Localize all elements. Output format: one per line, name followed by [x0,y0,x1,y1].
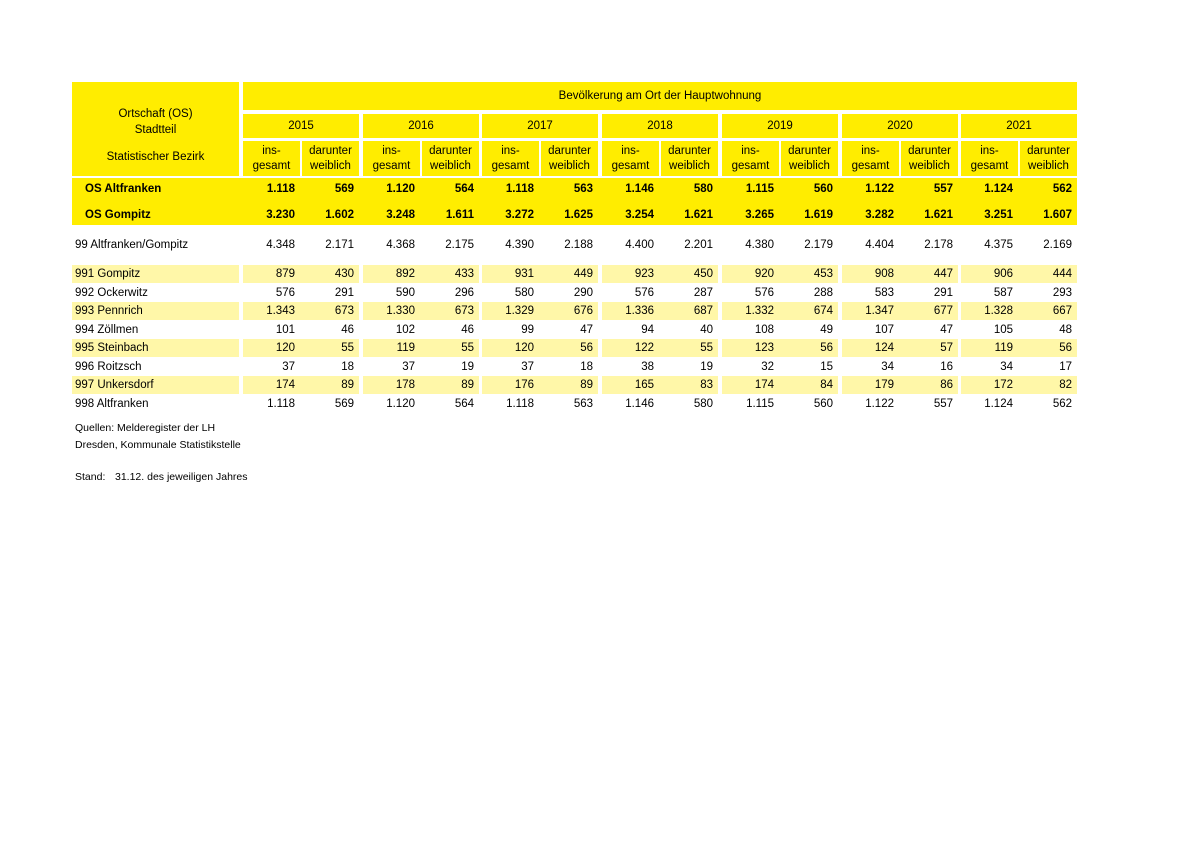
value-cell: 120 [514,342,534,354]
value-cell: 557 [933,183,953,195]
subheader-female-line2: weiblich [549,159,590,172]
value-cell: 879 [275,268,295,280]
value-cell: 1.621 [924,209,953,221]
value-cell: 55 [700,342,713,354]
year-header-2018: 2018 [602,114,718,138]
value-cell: 89 [580,379,593,391]
value-cell: 56 [580,342,593,354]
subheader-total-line1: ins- [861,145,880,158]
value-cell: 892 [395,268,415,280]
value-cell: 444 [1052,268,1072,280]
value-cell: 37 [402,360,415,373]
subheader-female-line1: darunter [788,145,831,158]
subheader-total-line1: ins- [741,145,760,158]
subheader-total-line2: gesamt [731,159,770,172]
value-cell: 1.347 [865,305,894,317]
subheader-total-2017 [482,141,539,176]
value-cell: 101 [275,323,295,336]
value-cell: 3.254 [625,209,654,221]
subheader-total-2019 [722,141,779,176]
value-cell: 590 [395,286,415,299]
value-cell: 563 [573,397,593,410]
value-cell: 580 [514,286,534,299]
value-cell: 1.607 [1043,209,1072,221]
value-cell: 1.122 [865,397,894,410]
subheader-total-2020 [842,141,899,176]
row-name: 996 Roitzsch [75,360,142,373]
subheader-female-2015 [302,141,359,176]
value-cell: 37 [521,360,534,373]
value-cell: 4.368 [386,239,415,251]
value-cell: 674 [813,305,833,317]
value-cell: 430 [334,268,354,280]
subheader-female-line1: darunter [429,145,472,158]
value-cell: 32 [761,360,774,373]
value-cell: 291 [334,286,354,299]
subheader-female-line2: weiblich [789,159,830,172]
value-cell: 1.120 [386,397,415,410]
subheader-total-line1: ins- [262,145,281,158]
value-cell: 1.343 [266,305,295,317]
value-cell: 673 [334,305,354,317]
value-cell: 587 [993,286,1013,299]
subheader-female-line2: weiblich [909,159,950,172]
value-cell: 450 [693,268,713,280]
value-cell: 564 [454,183,474,195]
main-title-header: Bevölkerung am Ort der Hauptwohnung [243,82,1077,110]
value-cell: 562 [1052,183,1072,195]
value-cell: 49 [820,323,833,336]
value-cell: 15 [820,360,833,373]
subheader-female-line1: darunter [668,145,711,158]
value-cell: 18 [341,360,354,373]
value-cell: 82 [1059,379,1072,391]
subheader-female-line1: darunter [1027,145,1070,158]
value-cell: 290 [573,286,593,299]
value-cell: 179 [874,379,894,391]
value-cell: 583 [874,286,894,299]
value-cell: 120 [275,342,295,354]
row-name: 992 Ockerwitz [75,286,148,299]
value-cell: 562 [1052,397,1072,410]
value-cell: 46 [461,323,474,336]
value-cell: 48 [1059,323,1072,336]
value-cell: 1.329 [505,305,534,317]
value-cell: 1.124 [984,183,1013,195]
value-cell: 123 [754,342,774,354]
value-cell: 293 [1052,286,1072,299]
value-cell: 3.282 [865,209,894,221]
value-cell: 40 [700,323,713,336]
value-cell: 34 [1000,360,1013,373]
value-cell: 1.118 [267,397,295,410]
value-cell: 174 [275,379,295,391]
source-note-line2: Dresden, Kommunale Statistikstelle [75,439,241,451]
value-cell: 288 [813,286,833,299]
subheader-total-2021 [961,141,1018,176]
value-cell: 105 [993,323,1013,336]
value-cell: 564 [454,397,474,410]
value-cell: 563 [573,183,593,195]
value-cell: 3.230 [266,209,295,221]
value-cell: 4.390 [505,239,534,251]
value-cell: 1.621 [684,209,713,221]
subheader-female-line1: darunter [908,145,951,158]
row-name: 997 Unkersdorf [75,379,154,391]
value-cell: 46 [341,323,354,336]
subheader-female-line1: darunter [309,145,352,158]
subheader-total-line2: gesamt [851,159,890,172]
subheader-total-line2: gesamt [372,159,411,172]
subheader-female-line2: weiblich [310,159,351,172]
value-cell: 122 [634,342,654,354]
value-cell: 3.272 [505,209,534,221]
source-note-line1: Quellen: Melderegister der LH [75,422,216,434]
value-cell: 34 [881,360,894,373]
subheader-total-line2: gesamt [491,159,530,172]
row-name: 995 Steinbach [75,342,149,354]
value-cell: 560 [813,183,833,195]
value-cell: 107 [874,323,894,336]
value-cell: 83 [700,379,713,391]
value-cell: 102 [395,323,415,336]
value-cell: 89 [341,379,354,391]
subheader-total-line2: gesamt [611,159,650,172]
value-cell: 1.146 [625,397,654,410]
value-cell: 99 [521,323,534,336]
value-cell: 676 [573,305,593,317]
subheader-female-2016 [422,141,479,176]
year-header-2020: 2020 [842,114,958,138]
value-cell: 3.248 [386,209,415,221]
value-cell: 17 [1059,360,1072,373]
value-cell: 19 [700,360,713,373]
value-cell: 908 [874,268,894,280]
value-cell: 178 [395,379,415,391]
year-header-2021: 2021 [961,114,1077,138]
value-cell: 3.265 [745,209,774,221]
value-cell: 433 [454,268,474,280]
value-cell: 86 [940,379,953,391]
value-cell: 287 [693,286,713,299]
value-cell: 1.120 [386,183,415,195]
value-cell: 84 [820,379,833,391]
subheader-total-2018 [602,141,659,176]
subheader-total-2015 [243,141,300,176]
value-cell: 557 [933,397,953,410]
value-cell: 1.330 [386,305,415,317]
value-cell: 1.328 [984,305,1013,317]
value-cell: 165 [634,379,654,391]
value-cell: 1.118 [505,183,534,195]
subheader-female-line2: weiblich [1028,159,1069,172]
value-cell: 296 [454,286,474,299]
value-cell: 1.124 [984,397,1013,410]
value-cell: 55 [461,342,474,354]
value-cell: 1.619 [804,209,833,221]
value-cell: 172 [993,379,1013,391]
value-cell: 1.122 [865,183,894,195]
value-cell: 1.602 [325,209,354,221]
subheader-total-line1: ins- [501,145,520,158]
value-cell: 174 [754,379,774,391]
value-cell: 2.188 [564,239,593,251]
subheader-female-2021 [1020,141,1077,176]
value-cell: 4.348 [266,239,295,251]
stub-label-bezirk: Statistischer Bezirk [106,151,205,164]
value-cell: 56 [820,342,833,354]
value-cell: 1.332 [745,305,774,317]
subheader-total-line1: ins- [382,145,401,158]
value-cell: 94 [641,323,654,336]
value-cell: 2.179 [804,239,833,251]
subheader-total-line1: ins- [621,145,640,158]
value-cell: 16 [940,360,953,373]
subheader-female-2019 [781,141,838,176]
subheader-female-line2: weiblich [669,159,710,172]
row-name: OS Altfranken [85,183,162,195]
subheader-total-line2: gesamt [252,159,291,172]
subheader-female-line2: weiblich [430,159,471,172]
value-cell: 119 [994,342,1013,354]
value-cell: 1.625 [564,209,593,221]
value-cell: 124 [874,342,894,354]
year-header-2017: 2017 [482,114,598,138]
row-name: 991 Gompitz [75,268,141,280]
value-cell: 1.115 [745,183,774,195]
row-name: 998 Altfranken [75,397,149,410]
value-cell: 2.201 [684,239,713,251]
value-cell: 687 [693,305,713,317]
row-name: 99 Altfranken/Gompitz [75,239,189,251]
value-cell: 18 [580,360,593,373]
row-name: OS Gompitz [85,209,151,221]
value-cell: 2.171 [325,239,354,251]
value-cell: 449 [573,268,593,280]
value-cell: 580 [693,397,713,410]
value-cell: 37 [282,360,295,373]
value-cell: 576 [634,286,654,299]
value-cell: 931 [514,268,534,280]
stub-label-stadtteil: Stadtteil [134,124,177,137]
value-cell: 1.336 [625,305,654,317]
value-cell: 47 [940,323,953,336]
year-header-2015: 2015 [243,114,359,138]
value-cell: 580 [693,183,713,195]
row-name: 993 Pennrich [75,305,143,317]
value-cell: 906 [993,268,1013,280]
value-cell: 57 [940,342,953,354]
year-header-2016: 2016 [363,114,479,138]
value-cell: 677 [933,305,953,317]
value-cell: 576 [754,286,774,299]
value-cell: 569 [334,397,354,410]
value-cell: 569 [334,183,354,195]
stand-label: Stand: [75,471,106,483]
subheader-total-2016 [363,141,420,176]
value-cell: 56 [1059,342,1072,354]
value-cell: 1.146 [625,183,654,195]
value-cell: 667 [1052,305,1072,317]
subheader-total-line1: ins- [980,145,999,158]
value-cell: 108 [754,323,774,336]
value-cell: 89 [461,379,474,391]
year-header-2019: 2019 [722,114,838,138]
value-cell: 291 [933,286,953,299]
row-name: 994 Zöllmen [75,323,139,336]
value-cell: 576 [275,286,295,299]
value-cell: 19 [461,360,474,373]
value-cell: 2.178 [924,239,953,251]
value-cell: 4.404 [865,239,894,251]
value-cell: 176 [514,379,534,391]
subheader-female-2018 [661,141,718,176]
value-cell: 447 [933,268,953,280]
value-cell: 2.175 [445,239,474,251]
value-cell: 920 [754,268,774,280]
value-cell: 453 [813,268,833,280]
subheader-total-line2: gesamt [970,159,1009,172]
value-cell: 2.169 [1043,239,1072,251]
subheader-female-2017 [541,141,598,176]
value-cell: 1.115 [746,397,774,410]
stub-label-ortschaft: Ortschaft (OS) [118,108,193,121]
value-cell: 119 [396,342,415,354]
value-cell: 3.251 [984,209,1013,221]
value-cell: 923 [634,268,654,280]
value-cell: 4.375 [984,239,1013,251]
value-cell: 1.118 [266,183,295,195]
value-cell: 55 [341,342,354,354]
value-cell: 560 [813,397,833,410]
value-cell: 1.611 [445,209,474,221]
value-cell: 47 [580,323,593,336]
value-cell: 673 [454,305,474,317]
value-cell: 4.400 [625,239,654,251]
value-cell: 38 [641,360,654,373]
value-cell: 1.118 [506,397,534,410]
value-cell: 4.380 [745,239,774,251]
subheader-female-2020 [901,141,958,176]
subheader-female-line1: darunter [548,145,591,158]
stand-value: 31.12. des jeweiligen Jahres [115,471,248,483]
